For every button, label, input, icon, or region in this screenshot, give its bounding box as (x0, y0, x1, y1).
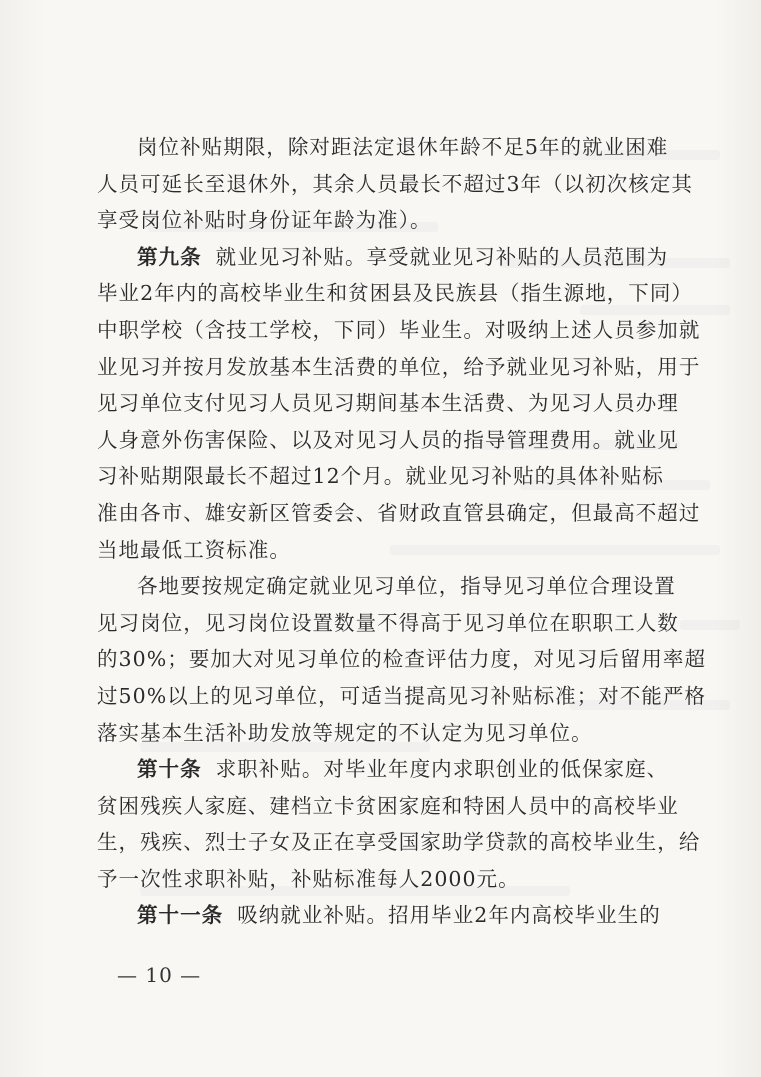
text-line: 准由各市、雄安新区管委会、省财政直管县确定，但最高不超过 (97, 500, 701, 525)
text-line: 人身意外伤害保险、以及对见习人员的指导管理费用。就业见 (97, 427, 679, 452)
text-line (97, 751, 667, 788)
body-text (97, 129, 707, 934)
text-line: 各地要按规定确定就业见习单位，指导见习单位合理设置 (137, 574, 676, 599)
paragraph-1 (97, 129, 693, 239)
text-line (97, 897, 667, 934)
text-line: 予一次性求职补贴，补贴标准每人2000元。 (97, 866, 520, 891)
text-line: 的30%；要加大对见习单位的检查评估力度，对见习后留用率超 (97, 647, 707, 672)
article-9 (97, 239, 701, 568)
text-line: 享受岗位补贴时身份证年龄为准）。 (97, 208, 432, 233)
article-heading: 第十条 (137, 757, 202, 782)
text-line: 落实基本生活补助发放等规定的不认定为见习单位。 (97, 720, 593, 745)
text-line: 中职学校（含技工学校，下同）毕业生。对吸纳上述人员参加就 (97, 317, 701, 342)
text-line: 毕业2年内的高校毕业生和贫困县及民族县（指生源地，下同） (97, 281, 693, 306)
text-line: 习补贴期限最长不超过12个月。就业见习补贴的具体补贴标 (97, 464, 664, 489)
text-line (97, 239, 667, 276)
article-heading: 第十一条 (137, 903, 224, 928)
article-11 (97, 897, 667, 934)
text-line: 岗位补贴期限，除对距法定退休年龄不足5年的就业困难 (137, 135, 669, 159)
text-line: 过50%以上的见习单位，可适当提高见习补贴标准；对不能严格 (97, 683, 707, 708)
text-line: 人员可延长至退休外，其余人员最长不超过3年（以初次核定其 (97, 171, 693, 196)
article-text: 求职补贴。对毕业年度内求职创业的低保家庭、 (215, 757, 669, 782)
text-line: 贫困残疾人家庭、建档立卡贫困家庭和特困人员中的高校毕业 (97, 793, 679, 818)
text-line: 见习岗位，见习岗位设置数量不得高于见习单位在职职工人数 (97, 610, 679, 635)
text-line: 当地最低工资标准。 (97, 537, 291, 562)
article-text: 吸纳就业补贴。招用毕业2年内高校毕业生的 (237, 903, 661, 928)
article-10 (97, 751, 701, 897)
paragraph-internship-units (97, 568, 707, 751)
article-heading: 第九条 (137, 244, 202, 269)
page-number: — 10 — (117, 963, 202, 987)
article-text: 就业见习补贴。享受就业见习补贴的人员范围为 (215, 244, 669, 269)
text-line: 见习单位支付见习人员见习期间基本生活费、为见习人员办理 (97, 391, 679, 416)
text-line: 生，残疾、烈士子女及正在享受国家助学贷款的高校毕业生，给 (97, 830, 701, 855)
text-line: 业见习并按月发放基本生活费的单位，给予就业见习补贴，用于 (97, 354, 701, 379)
